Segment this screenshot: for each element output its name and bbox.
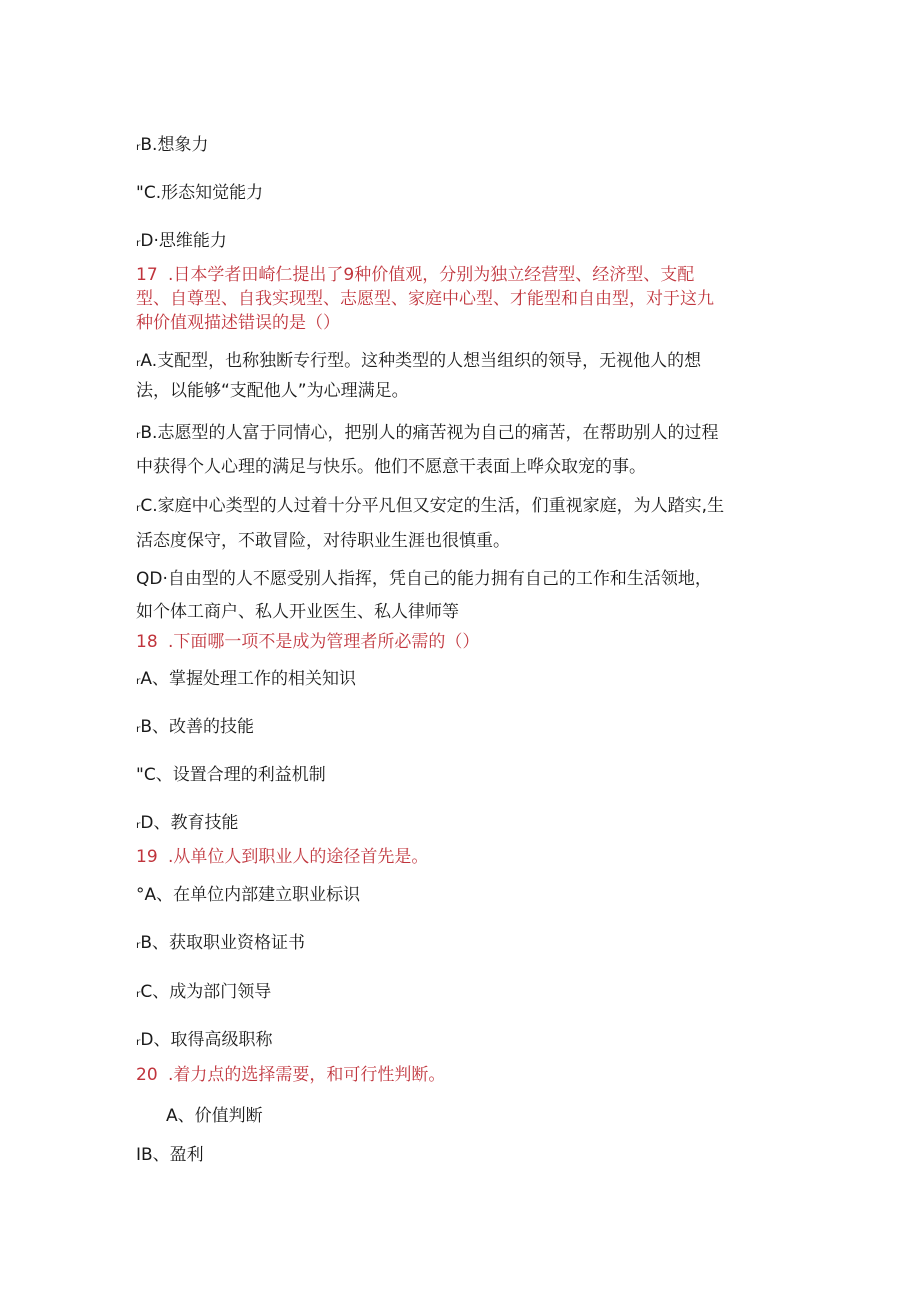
q18-stem xyxy=(136,631,479,653)
q16-option-b: ᵣB.想象力 xyxy=(136,135,209,155)
q16-option-d: ᵣD·思维能力 xyxy=(136,231,227,251)
q19-option-d: ᵣD、取得高级职称 xyxy=(136,1030,273,1050)
q19-stem xyxy=(136,846,428,868)
q17-option-c-line-1: ᵣC.家庭中心类型的人过着十分平凡但又安定的生活，们重视家庭，为人踏实,生 xyxy=(136,496,725,516)
q17-option-c-line-2: 活态度保守，不敢冒险，对待职业生涯也很慎重。 xyxy=(136,531,510,551)
q17-option-b-line-1: ᵣB.志愿型的人富于同情心，把别人的痛苦视为自己的痛苦，在帮助别人的过程 xyxy=(136,423,719,443)
q17-stem-line-1 xyxy=(136,264,694,286)
q18-stem-text: .下面哪一项不是成为管理者所必需的（） xyxy=(168,632,480,652)
q19-number: 19 xyxy=(136,847,158,867)
q19-option-a: °A、在单位内部建立职业标识 xyxy=(136,885,361,905)
q17-stem-line-3: 种价值观描述错误的是（） xyxy=(136,313,340,333)
q19-stem-text: .从单位人到职业人的途径首先是。 xyxy=(168,847,429,867)
q20-number: 20 xyxy=(136,1065,158,1085)
q17-option-d-line-2: 如个体工商户、私人开业医生、私人律师等 xyxy=(136,602,459,622)
q17-number: 17 xyxy=(136,265,158,285)
q18-option-c: "C、设置合理的利益机制 xyxy=(136,765,326,785)
q20-stem xyxy=(136,1064,445,1086)
q20-stem-text: .着力点的选择需要，和可行性判断。 xyxy=(168,1065,446,1085)
q18-option-d: ᵣD、教育技能 xyxy=(136,813,239,833)
q17-option-b-line-2: 中获得个人心理的满足与快乐。他们不愿意干表面上哗众取宠的事。 xyxy=(136,457,646,477)
q18-option-b: ᵣB、改善的技能 xyxy=(136,717,255,737)
q20-option-b: IB、盈利 xyxy=(136,1145,204,1165)
q19-option-c: ᵣC、成为部门领导 xyxy=(136,982,272,1002)
q17-option-a-line-2: 法，以能够“支配他人”为心理满足。 xyxy=(136,381,409,401)
q18-number: 18 xyxy=(136,632,158,652)
q20-option-a: A、价值判断 xyxy=(166,1106,263,1126)
q17-stem-text: .日本学者田崎仁提出了9种价值观，分别为独立经营型、经济型、支配 xyxy=(168,265,695,285)
q17-stem-line-2: 型、自尊型、自我实现型、志愿型、家庭中心型、才能型和自由型，对于这九 xyxy=(136,289,714,309)
q17-option-d-line-1: QD·自由型的人不愿受别人指挥，凭自己的能力拥有自己的工作和生活领地， xyxy=(136,569,712,589)
q18-option-a: ᵣA、掌握处理工作的相关知识 xyxy=(136,669,357,689)
q19-option-b: ᵣB、获取职业资格证书 xyxy=(136,933,306,953)
q17-option-a-line-1: ᵣA.支配型，也称独断专行型。这种类型的人想当组织的领导，无视他人的想 xyxy=(136,351,702,371)
q16-option-c: "C.形态知觉能力 xyxy=(136,183,264,203)
